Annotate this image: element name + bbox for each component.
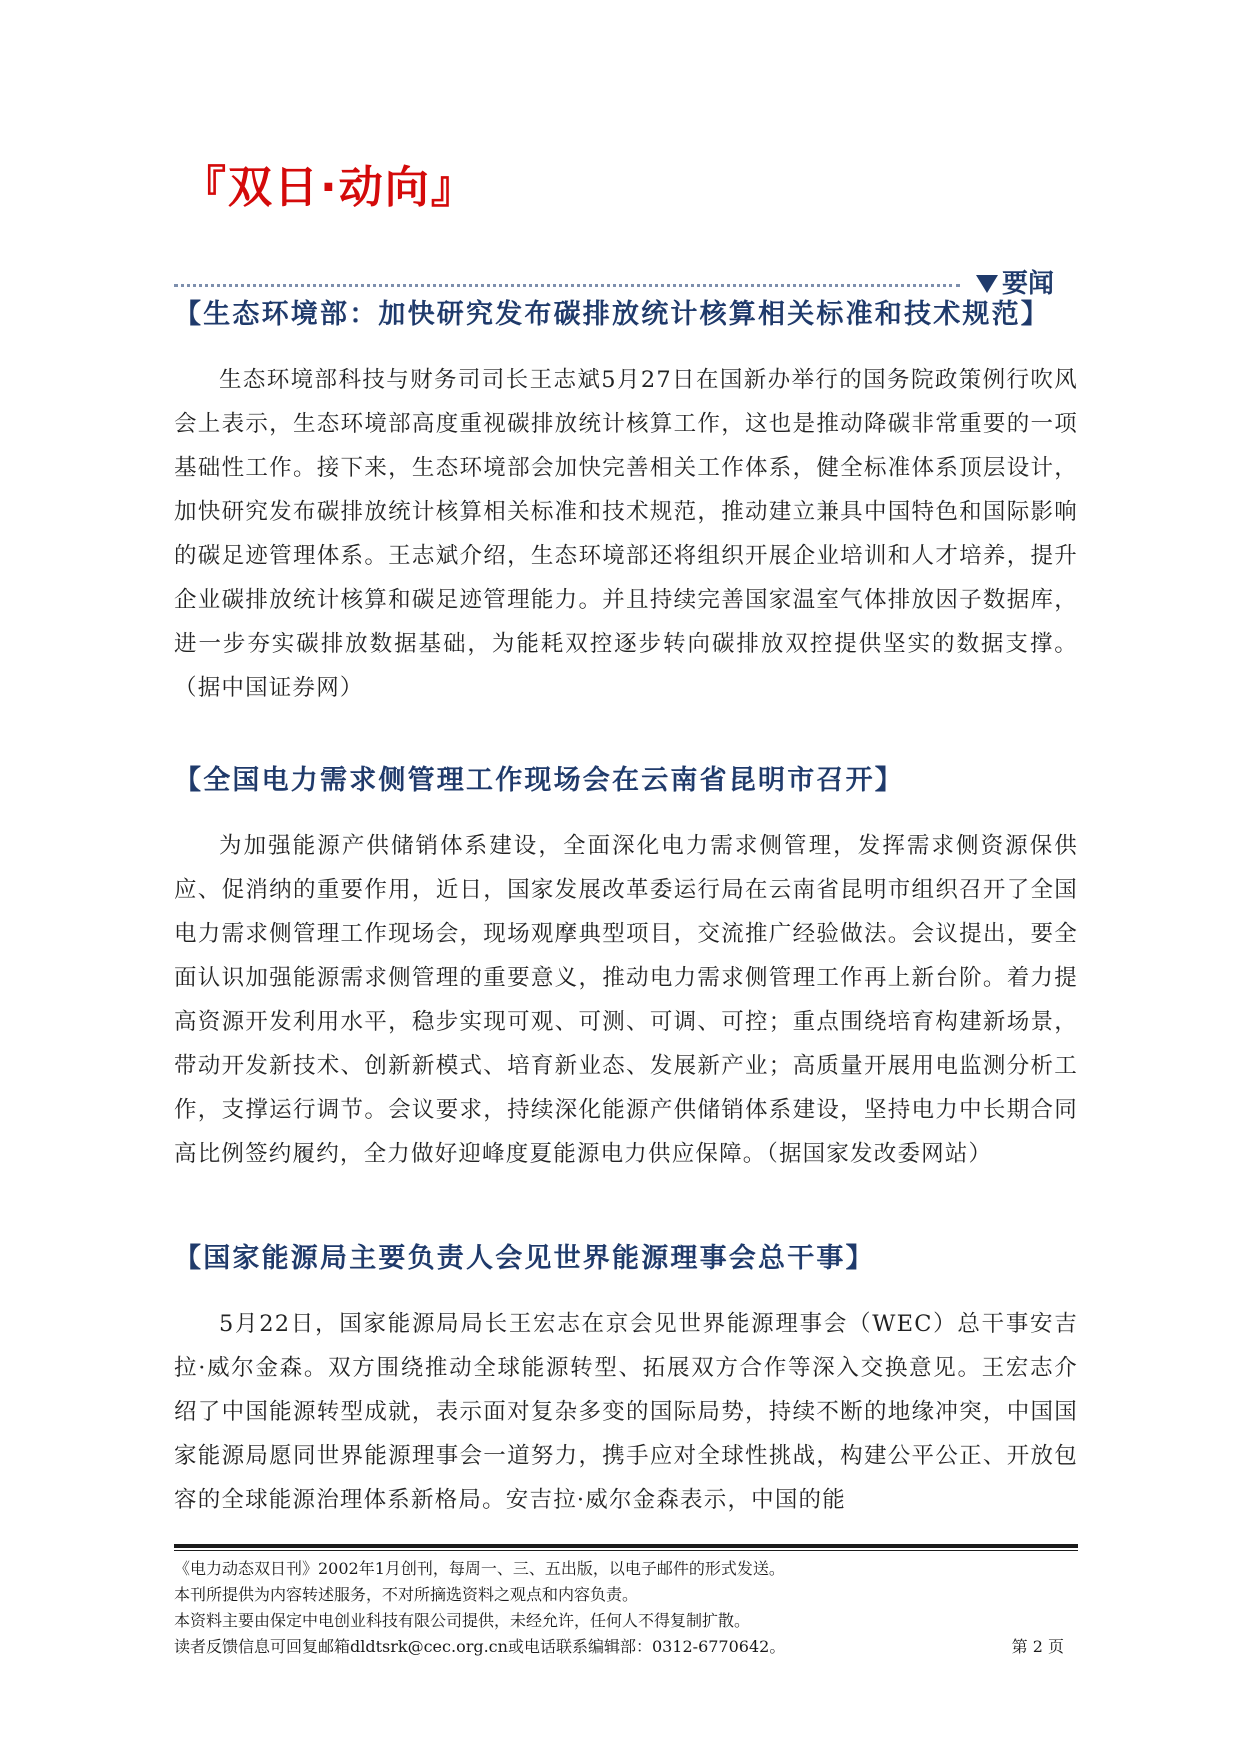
footer-line: 本资料主要由保定中电创业科技有限公司提供，未经允许，任何人不得复制扩散。 [174,1611,751,1630]
article-2-headline: 【全国电力需求侧管理工作现场会在云南省昆明市召开】 [174,765,904,796]
section-label-text: 要闻 [1001,269,1054,299]
article-3-body: 5月22日，国家能源局局长王宏志在京会见世界能源理事会（WEC）总干事安吉拉·威尔金森。双方围绕推动全球能源转型、拓展双方合作等深入交换意见。王宏志介绍了中国能源转型成就，表示面对复杂多变的国际局势，持续不断的地缘冲突，中国国家能源局愿同世界能源理事会一道努力，携手应对全球性挑战，构建公平公正、开放包容的全球能源治理体系新格局。安吉拉·威尔金森表示，中国的能 [174,1311,1078,1513]
triangle-down-icon [976,275,998,293]
article-1 [174,296,1078,710]
footer-contact-line [174,1634,1078,1660]
article-2-body: 为加强能源产供储销体系建设，全面深化电力需求侧管理，发挥需求侧资源保供应、促消纳的重要作用，近日，国家发展改革委运行局在云南省昆明市组织召开了全国电力需求侧管理工作现场会，现场观摩典型项目，交流推广经验做法。会议提出，要全面认识加强能源需求侧管理的重要意义，推动电力需求侧管理工作再上新台阶。着力提高资源开发利用水平，稳步实现可观、可测、可调、可控；重点围绕培育构建新场景，带动开发新技术、创新新模式、培育新业态、发展新产业；高质量开展用电监测分析工作，支撑运行调节。会议要求，持续深化能源产供储销体系建设，坚持电力中长期合同高比例签约履约，全力做好迎峰度夏能源电力供应保障。（据国家发改委网站） [174,833,1078,1167]
article-1-body: 生态环境部科技与财务司司长王志斌5月27日在国新办举行的国务院政策例行吹风会上表示，生态环境部高度重视碳排放统计核算工作，这也是推动降碳非常重要的一项基础性工作。接下来，生态环境部会加快完善相关工作体系，健全标准体系顶层设计，加快研究发布碳排放统计核算相关标准和技术规范，推动建立兼具中国特色和国际影响的碳足迹管理体系。王志斌介绍，生态环境部还将组织开展企业培训和人才培养，提升企业碳排放统计核算和碳足迹管理能力。并且持续完善国家温室气体排放因子数据库，进一步夯实碳排放数据基础，为能耗双控逐步转向碳排放双控提供坚实的数据支撑。（据中国证券网） [174,367,1078,701]
footer-line: 本刊所提供为内容转述服务，不对所摘选资料之观点和内容负责。 [174,1585,639,1604]
page-number: 第 2 页 [1011,1637,1064,1656]
page-title: 『双日·动向』 [182,162,477,213]
article-2 [174,762,1078,1176]
footer-notes [174,1556,1078,1660]
article-3 [174,1240,1078,1522]
footer-divider [174,1544,1078,1551]
footer-contact-text: 读者反馈信息可回复邮箱dldtsrk@cec.org.cn或电话联系编辑部：0312-6770642。 [174,1637,786,1656]
dotted-divider-line [174,284,960,287]
article-1-headline: 【生态环境部：加快研究发布碳排放统计核算相关标准和技术规范】 [174,299,1050,330]
footer-line: 《电力动态双日刊》2002年1月创刊，每周一、三、五出版，以电子邮件的形式发送。 [174,1559,785,1578]
article-3-headline: 【国家能源局主要负责人会见世界能源理事会总干事】 [174,1243,875,1274]
